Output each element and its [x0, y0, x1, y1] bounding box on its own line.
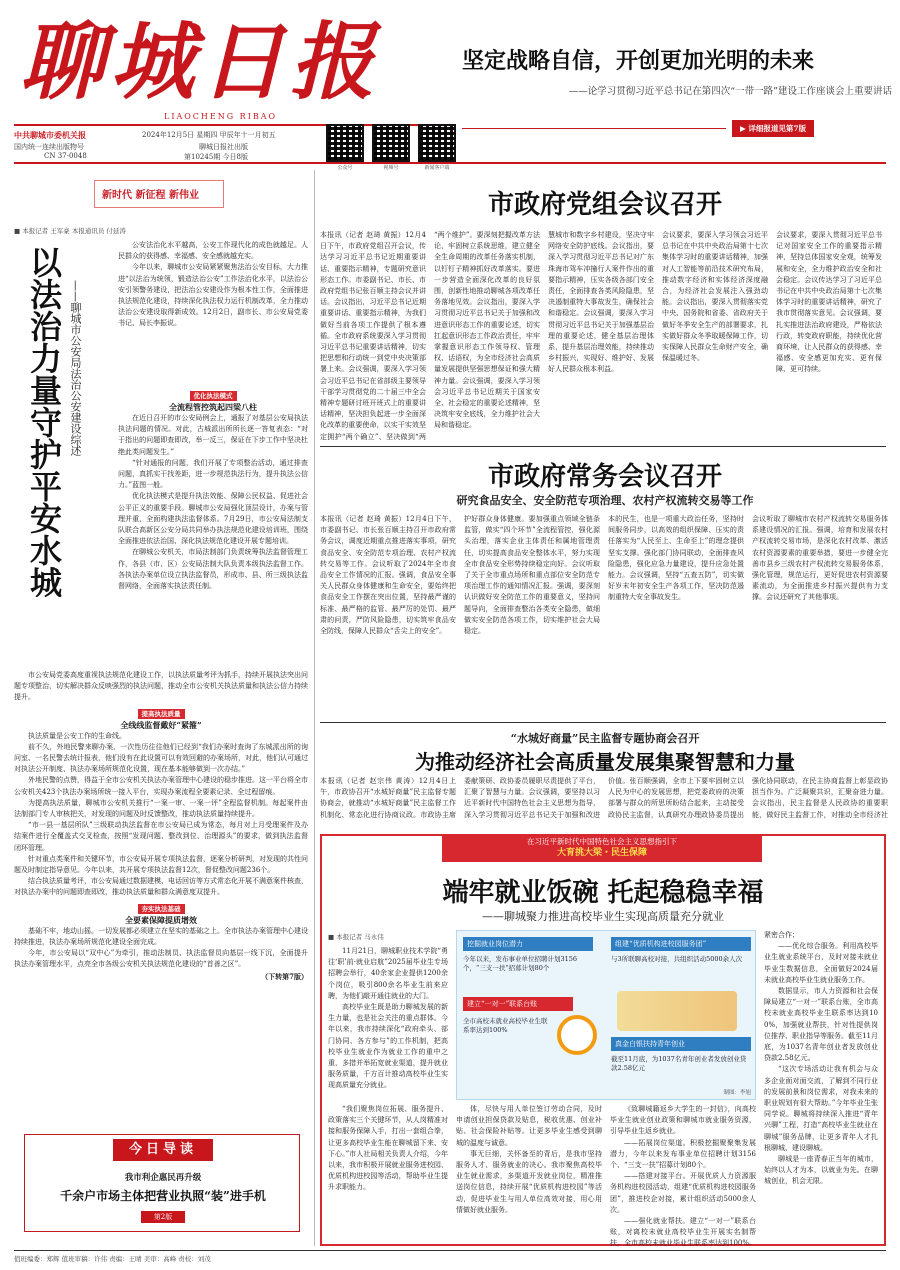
story3-headline: 为推动经济社会高质量发展集聚智慧和力量: [415, 750, 795, 774]
story1-headline: 市政府党组会议召开: [487, 190, 722, 220]
guide-line1: 我市利企惠民再升级: [124, 1173, 202, 1183]
s4-tag: [442, 836, 762, 862]
story3-col: 本报讯（记者 赵宗伟 黄涛）12月4日上午，市政协召开“水城好商量”民主监督专题协商会，就推动“水城好商量”民主监督工作机制化、常态化进行协商议政。市政协主席: [320, 777, 456, 819]
section-para: 执法质量是公安工作的生命线。: [28, 731, 126, 740]
employment-box: [320, 834, 886, 1246]
s4-byline: ■ 本报记者 马永伟: [328, 933, 384, 941]
today-guide[interactable]: [24, 1134, 300, 1232]
section-para: “市一县一基层所队”三级联动执法监督在市公安局已成为常态，每月对上月受理案件及办结案件进行全覆盖式交叉检查，按照“发现问题、整改到位、治理源头”的要求，做到执法监督闭环管理。: [14, 821, 308, 852]
masthead-publisher: 聊城日报社出版: [199, 143, 248, 151]
info-text2: 与3所联聊高校对接，共组织活动5000余人次: [611, 955, 743, 963]
section-para: 基础不牢，地动山摇。一切发展都必须建立在坚实的基础之上。全市执法办案管理中心建设持续推进，执法办案场所规范化建设全面完成。: [14, 926, 308, 946]
info-text1: 今年以来，发布事业单位招聘计划3156个，“三支一扶”招募计划80个: [463, 955, 578, 972]
percent-circle: [557, 1015, 597, 1055]
s4-col1: “我们聚焦岗位拓展、服务提升、政策落实三个关键环节，从人岗精准对接和服务保障入手，打出一套组合拳，让更多高校毕业生能在聊城留下来、安下心。”市人社局相关负责人介绍，今年以来，我市积极开展就业服务进校园、优质机构进校园等活动，帮助毕业生提升求职能力。: [328, 1105, 448, 1192]
story3-col: 强化协同联动，在民主协商监督上彰显政协担当作为。广泛凝聚共识，汇聚奋进力量。会议指出，民主监督是人民政协的重要职能，做好民主监督工作，对推动全市经济社: [752, 777, 888, 819]
lead-ref-label: 详细报道见第7版: [748, 124, 807, 133]
s4-subhead: ——聊城聚力推进高校毕业生实现高质量充分就业: [482, 910, 724, 923]
qr-label: 公众号: [337, 165, 353, 171]
left-intro: 公安法治化水平越高，公安工作现代化的成色就越足。人民群众的获得感、幸福感、安全感就越充实。: [118, 241, 308, 261]
section-tag: 夯实执法基础: [138, 904, 185, 914]
s4-headline: 端牢就业饭碗 托起稳稳幸福: [442, 878, 764, 908]
section-para: 为提高执法质量，聊城市公安机关推行“一案一审、一案一评”全程监督机制。每起案件由法制部门专人审核把关，对发现的问题及时反馈整改，推动执法质量持续提升。: [14, 798, 308, 819]
s4-col4: 数据显示，市人力资源和社会保障局建立“一对一”联系台账，全市高校未就业高校毕业生联系率达到100%，加强就业帮扶，针对性提供岗位推荐、职业指导等服务。截至11月底，为1037名青年创业者发放创业贷款2.58亿元。: [764, 987, 878, 1063]
s4-tag-line1: 在习近平新时代中国特色社会主义思想指引下: [527, 837, 677, 846]
infographic: [456, 930, 756, 1100]
info-text4: 截至11月底，为1037名青年创业者发放创业贷款2.58亿元: [611, 1055, 747, 1072]
s4-col4: ——优化综合服务。利用高校毕业生就业系统平台，及时对接未就业毕业生数据信息，全面做好2024届未就业高校毕业生就业服务工作。: [764, 942, 878, 984]
masthead-date: 2024年12月5日 星期四 甲辰年十一月初五: [142, 131, 276, 139]
section-para: 优化执法模式是提升执法效能、保障公民权益、促进社会公平正义的重要手段。聊城市公安局强化顶层设计，办案与管理并重，全面构建执法监督体系。7月29日，市公安局法制支队联合高新区公安分局共同举办执法规范化建设培训班，围绕全面推进依法治国、深化执法规范化建设开展专题培训。: [118, 492, 308, 546]
story2-col: 本的民生，也是一项重大政治任务，坚持时间服务同步，以高效的组织保障、压实的责任落实为“人民至上、生命至上”的理念提供坚实支撑。强化部门协同联动，全面排查风险隐患，强化应急力量建设，提升应急处置能力。会议强调，坚持“五查五防”，切实做好岁末年初安全生产各项工作，坚决防范遏制重特大安全事故发生。: [608, 515, 744, 602]
s4-col2: 体，尽快与用人单位签订劳动合同，及时申请创业担保贷款及贴息，税收优惠、创业补贴、社会保险补贴等。让更多毕业生感受到聊城的温度与诚意。: [456, 1105, 602, 1147]
s4-col1: 高校毕业生既是助力聊城发展的新生力量，也是社会关注的重点群体。今年以来，我市持续深化“政府牵头、部门协同、各方参与”的工作机制，把高校毕业生就业作为就业工作的重中之重，多措并举拓宽就业渠道，提升就业服务质量，千方百计推动高校毕业生实现高质量充分就业。: [328, 1003, 448, 1090]
section-para: 市公安局党委高度重视执法规范化建设工作，以执法质量考评为抓手，持续开展执法突出问题专项整治，切实解决群众反映强烈的执法问题，推动全市公安机关执法质量和执法公信力持续提升。: [14, 671, 308, 702]
left-banner: [94, 176, 224, 216]
story2-col: 护好群众身体健康。要加强重点领域全链条监管，做实“四个环节”全流程管控，强化源头治理，落实企业主体责任和属地管理责任，切实提高食品安全整体水平，努力实现全市食品安全形势持续稳定向好。会议听取了关于全市重点场所和重点部位安全防范专项治理工作的通知情况汇报。强调，要深刻认识做好安全防范工作的重要意义，坚持问题导向，全面排查整治各类安全隐患，做细做实安全防范各项工作，切实维护社会大局稳定。: [464, 515, 600, 636]
story3-col: 委献策研、政协委员履职尽责提供了平台，汇聚了智慧与力量。会议强调，要坚持以习近平新时代中国特色社会主义思想为指导，深入学习贯彻习近平总书记关于加强和改进: [464, 777, 600, 819]
section-para: 今年，市公安局以“双中心”为牵引，推动法制员、执法监督员向基层一线下沉，全面提升执法办案管理水平，点亮全市各级公安机关执法规范化建设的“首善之区”。: [14, 949, 308, 969]
info-title4: 真金白银扶持青年创业: [611, 1037, 751, 1051]
masthead-title: 聊城日报: [20, 12, 381, 111]
graduate-illustration: [617, 991, 737, 1031]
story-party-meeting: [320, 172, 890, 444]
section-heading: [118, 390, 308, 413]
masthead-issn: 国内统一连续出版物号: [14, 143, 84, 151]
section-tag: 优化执法模式: [190, 391, 237, 401]
story1-col: 慧城市和数字乡村建设，坚决守牢网络安全防护底线。会议指出，要深入学习贯彻习近平总书记对广东珠海市驾车冲撞行人案件作出的重要指示精神，压实各级各部门安全责任，全面排查各类风险隐患，坚决遏制重特大事故发生，确保社会和谐稳定。会议强调，要深入学习贯彻习近平总书记关于加强基层治理的重要论述，健全基层治理体系，提升基层治理效能，持续推动乡村振兴，实现好、维护好、发展好人民群众根本利益。: [548, 231, 654, 374]
story2-col: 本报讯（记者 赵琦 黄振）12月4日下午，市委副书记、市长张百顺主持召开市政府常务会议，调度近期重点推进落实事项，研究食品安全、安全防范专项治理、农村产权流转交易等工作。会议听取了2024年全市食品安全工作情况的汇报。强调，食品安全事关人民群众身体健康和生命安全，要始终把食品安全工作摆在突出位置，坚持最严谨的标准、最严格的监管、最严厉的处罚、最严肃的问责，严防风险隐患，切实筑牢食品安全防线，保障人民群众“舌尖上的安全”。: [320, 515, 456, 636]
story-executive-meeting: [320, 450, 890, 720]
section-heading: [14, 903, 308, 926]
lead-ref-link[interactable]: [732, 120, 814, 137]
section-heading: [14, 708, 308, 731]
section-title: 全流程管控筑起四梁八柱: [169, 402, 257, 412]
s4-col4: 紧密合作；: [764, 931, 799, 939]
section-para: “针对通报的问题，我们开展了专项整治活动，通过排查问题，真抓实干找差距，进一步规范执法行为，提升执法公信力。”蓝图一般。: [118, 458, 308, 490]
story1-col: “两个维护”。要深刻把握改革方法论，牢固树立系统思维，建立健全全生命周期的改革任务落实机制，以钉钉子精神抓好改革落实。要进一步营造全面深化改革的良好氛围，创新性地推动聊城各项改革任务落地见效。会议指出，要深入学习贯彻习近平总书记关于加强和改进意识形态工作的重要论述，切实扛起意识形态工作政治责任，牢牢掌握意识形态工作领导权、管理权、话语权，为全市经济社会高质量发展提供坚强思想保证和强大精神力量。会议强调，要深入学习领会习近平总书记近期关于国家安全、社会稳定的重要论述精神，坚决筑牢安全底线，全力维护社会大局和谐稳定。: [434, 231, 540, 430]
lead-article: [462, 44, 892, 160]
masthead-cn: CN 37-0048: [44, 152, 87, 160]
s4-col4: 聊城是一座青春正当年的城市，始终以人才为本，以就业为先。在聊城创业，机会无限。: [764, 1155, 878, 1186]
story3-col: 价值。张百顺强调，全市上下要牢固树立以人民为中心的发展思想，把党委政府的决策部署与群众的所思所盼结合起来，主动接受政协民主监督，认真研究办理政协委员提出: [608, 777, 744, 819]
section-para: 前不久，外地民警来聊办案，一次性历往往他们已经到“我们办案时查询了东城派出所的询问室、一名民警去统计报表，他们没有在此设置可以有效回避的办案场所，对此，他们认可通过对执法公开制度、执法办案场所规范化设置，现在基本能够做到一次办结。”: [14, 742, 308, 774]
guide-label: 今日导读: [113, 1139, 213, 1161]
masthead-issue: 第10245期 今日8版: [184, 153, 248, 161]
footer-credits: 值班编委：郑辉 值班审稿：许伟 责编：王晴 美审：高峰 责校：刘茂: [14, 1255, 211, 1263]
story-consultation: [320, 726, 890, 826]
s4-col4: “这次专场活动让我有机会与众多企业面对面交流，了解到不同行业的发展前景和岗位需求，对我未来的职业规划有很大帮助。”今年毕业生张同学说。聊城将持续深入推进“青年兴聊”工程，打造“高校毕业生就业在聊城”服务品牌，让更多青年人才扎根聊城、建设聊城。: [764, 1065, 878, 1152]
left-intro: 今年以来，聊城市公安局紧紧聚焦法治公安目标，大力推进“以法治为统领，锻造法治公安”工作法治化水平，以法治公安引领警务建设，把法治公安建设作为根本性工作，全面推进执法规范化建设，持续深化执法权力运行机制改革，全力推动法治公安建设取得新成效。12月2日，副市长、市公安局党委书记、局长李振说。: [118, 263, 308, 328]
guide-page: 第2版: [141, 1211, 185, 1223]
left-headline: 以法治力量守护平安水城: [25, 246, 63, 598]
masthead-pinyin: LIAOCHENG RIBAO: [164, 112, 278, 121]
lead-headline: 坚定战略自信，开创更加光明的未来: [462, 49, 815, 74]
left-byline: ■ 本报记者 王军豪 本报通讯员 付延涛: [14, 227, 126, 235]
s4-col3: ——强化就业帮扶。建立“一对一”联系台账，对离校未就业高校毕业生开展实名制帮扶，全市高校未就业毕业生联系率达到100%。: [610, 1217, 757, 1248]
masthead-org: 中共聊城市委机关报: [14, 130, 86, 140]
s4-col1: 11月21日，聊城职业技术学院“勇往‘职’前·就业启航”2025届毕业生专场招聘会举行，40余家企业提供1200余个岗位，吸引800余名毕业生前来应聘，为他们敲开通往就业的大门。: [328, 947, 448, 1000]
section-para: 在聊城公安机关，市局法制部门负责统筹执法监督管理工作，各县（市、区）公安局法制大队负责本级执法监督工作。各执法办案单位设立执法监督员，形成市、县、所三级执法监督网络，全面落实执法责任制。: [118, 548, 308, 591]
story3-kicker: “水城好商量”民主监督专题协商会召开: [510, 732, 700, 745]
info-title3: 建立“一对一”联系台账: [463, 997, 573, 1011]
s4-col3: 《致聊城籍返乡大学生的一封信》，向高校毕业生就业创业政策和聊城市就业服务资源，引导毕业生返乡就业。: [610, 1105, 756, 1136]
s4-col2: 事无巨细，关怀备至的背后，是我市坚持服务人才、服务就业的决心。我市聚焦高校毕业生就业需求，多渠道开发就业岗位，精准推送岗位信息，持续开展“优质机构进校园”等活动，促进毕业生与用人单位高效对接，用心用情做好就业服务。: [456, 1149, 602, 1214]
qr-label: 视频号: [383, 165, 399, 171]
story2-subhead: 研究食品安全、安全防范专项治理、农村产权流转交易等工作: [456, 494, 754, 507]
lead-subhead: ——论学习贯彻习近平总书记在第四次“一带一路”建设工作座谈会上重要讲话: [568, 86, 892, 97]
left-column: [14, 170, 310, 1246]
section-title: 全要素保障提质增效: [125, 914, 197, 925]
s4-col3: ——拓展岗位渠道。积极挖掘聚聚集发展潜力，今年以来发布事业单位招聘计划3156个、“三支一扶”招募计划80个。: [610, 1138, 756, 1170]
masthead: [14, 8, 454, 171]
story1-col: 会议要求，要深入学习领会习近平总书记在中共中央政治局第十七次集体学习时的重要讲话精神，加强对人工智能等前沿技术研究布局，推动数字经济和实体经济深度融合，为经济社会发展注入强劲动能。会议指出，要深入贯彻落实党中央、国务院和省委、省政府关于做好冬季安全生产的部署要求，扎实做好群众冬季取暖保障工作，切实保障人民群众生命财产安全，确保温暖过冬。: [662, 231, 768, 363]
qr-label: 新闻客户端: [424, 165, 450, 171]
info-text3: 全市高校未就业高校毕业生联系率达到100%: [463, 1017, 548, 1034]
left-subhead: ——聊城市公安局法治公安建设综述: [69, 280, 82, 456]
arrow-icon: ▶: [740, 124, 749, 133]
story1-col: 会议要求，要深入贯彻习近平总书记对国家安全工作的重要指示精神，坚持总体国家安全观，统筹发展和安全，全力维护政治安全和社会稳定。会议传达学习了习近平总书记在中共中央政治局第十七次集体学习时的重要讲话精神，研究了我市贯彻落实意见。会议强调，要扎实推进法治政府建设，严格依法行政，转变政府职能，持续优化营商环境，让人民群众的获得感、幸福感、安全感更加充实、更有保障、更可持续。: [776, 231, 882, 374]
section-title: 全线线监督戴好“紧箍”: [120, 719, 202, 730]
section-para: 在近日召开的市公安局例会上，通报了对基层公安局执法执法问题的情况。对此，古城派出所所长逐一答复表态：“对于指出的问题即查即改，举一反三，保证在下步工作中坚决杜绝此类问题发生。”: [118, 414, 308, 456]
section-para: 针对重点类案件和关键环节，市公安局开展专项执法监督，逐案分析研判，对发现的共性问题及时制定指导意见。今年以来，共开展专项执法监督12次，督促整改问题236个。: [14, 854, 308, 875]
info-title1: 挖掘就业岗位潜力: [463, 937, 593, 951]
guide-line2: 千余户市场主体把营业执照“装”进手机: [60, 1189, 266, 1203]
s4-tag-line2: 大育挑大梁・民生保障: [556, 848, 647, 858]
info-credit: 制图：李旭: [723, 1090, 751, 1096]
story1-col: 本报讯（记者 赵琦 黄振）12月4日下午，市政府党组召开会议，传达学习习近平总书记近期重要讲话、重要指示精神，专题研究意识形态工作。市委副书记、市长、市政府党组书记张百顺主持会议并讲话。会议指出，习近平总书记近期重要讲话、重要指示精神，为我们做好当前各项工作提供了根本遵循。全市政府系统要深入学习贯彻习近平总书记重要讲话精神，切实把思想和行动统一到党中央决策部署上来。会议强调，要深入学习领会习近平总书记在省部级主要领导干部学习贯彻党的二十届三中全会精神专题研讨班开班式上的重要讲话精神，坚决担负起进一步全面深化改革的重要使命，以实干实效坚定拥护“两个确立”、坚决做到“两: [320, 231, 426, 440]
story2-headline: 市政府常务会议召开: [487, 462, 722, 492]
info-title2: 组建“优质机构进校园服务团”: [611, 937, 751, 951]
section-para: 结合执法质量考评，市公安局通过数据建模、电话回访等方式常态化开展不满意案件核查，对执法办案中的问题即查即改，推动执法质量和群众满意度双提升。: [14, 877, 308, 897]
s4-col3: ——搭建对接平台。开展优质人力资源服务机构进校园活动，组建“优质机构进校园服务团”，推进校企对接，累计组织活动5000余人次。: [610, 1172, 756, 1214]
banner-label: 新时代 新征程 新伟业: [102, 190, 199, 201]
turn-page: （下转第7版）: [261, 972, 308, 982]
section-para: 外地民警的点赞，得益于全市公安机关执法办案管理中心建设的稳步推进。这一平台将全市公安机关423个执法办案场所统一接入平台，实现办案流程全要素记录、全过程留痕。: [14, 776, 308, 796]
story2-col: 会议听取了聊城市农村产权流转交易服务体系建设情况的汇报。强调，培育和发展农村产权流转交易市场，是深化农村改革、激活农村资源要素的重要举措，要进一步健全完善市县乡三级农村产权流转交易服务体系，强化管理，规范运行，更好促进农村资源要素流动，为全面推进乡村振兴提供有力支撑。会议还研究了其他事项。: [752, 515, 888, 602]
section-tag: 提高执法质量: [138, 709, 185, 719]
